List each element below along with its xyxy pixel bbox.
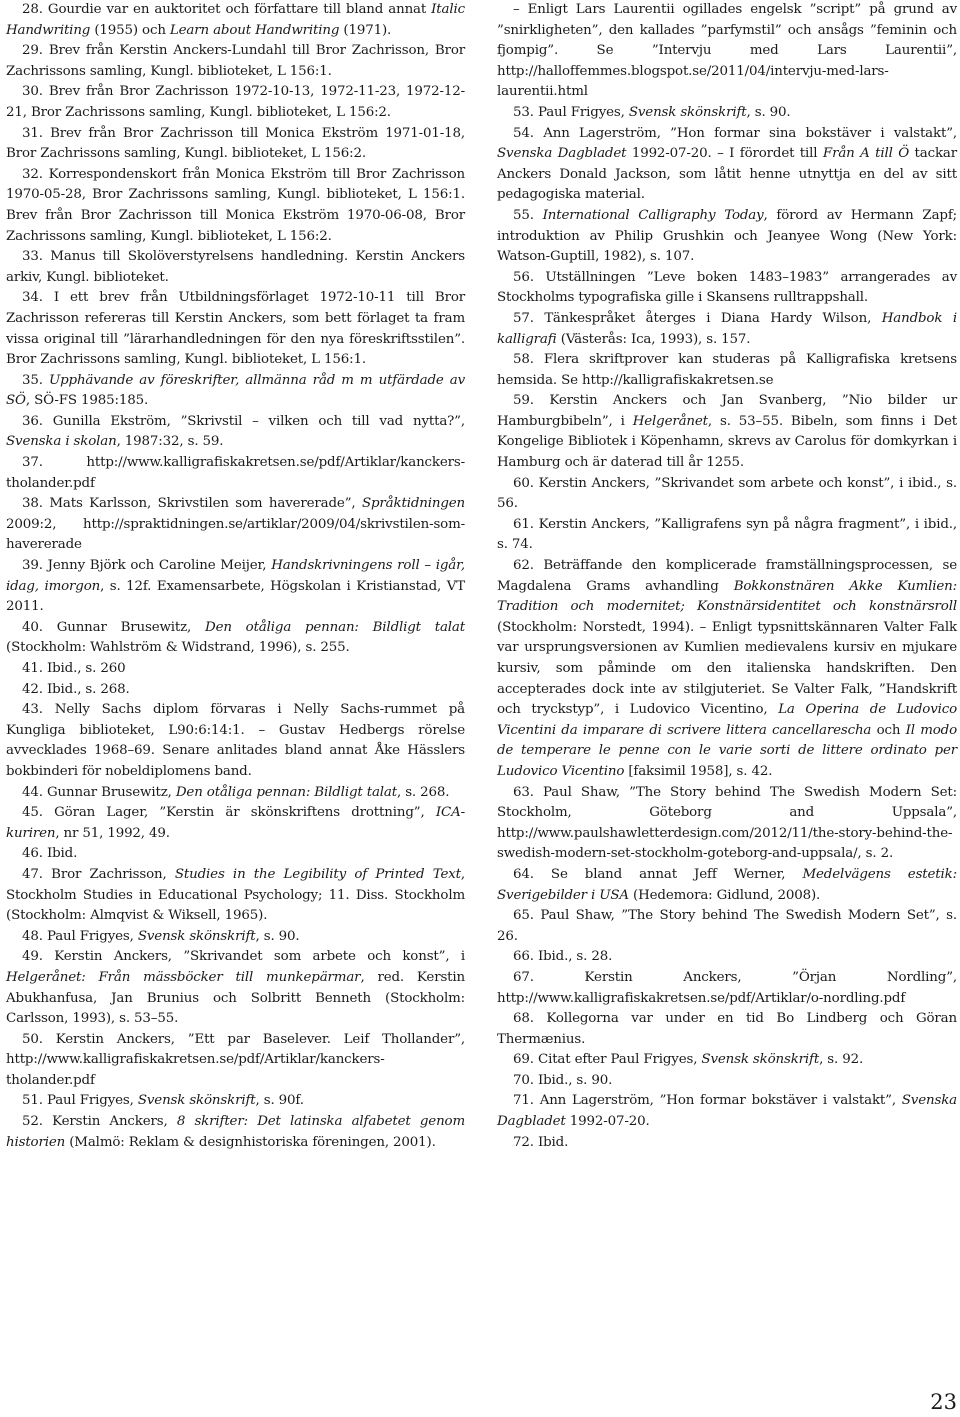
footnote-text: Se bland annat Jeff Werner, Medelvägens estetik: Sverigebilder i USA (Hedemora: Gidlund, 2008). (497, 866, 957, 903)
footnote-number: 62. (513, 558, 534, 574)
footnote (6, 783, 465, 804)
footnote-text: Brev från Kerstin Anckers-Lundahl till Bror Zachrisson, Bror Zachrissons samling, Kungl. biblioteket, L 156:1. (6, 43, 465, 79)
footnote-text: Ann Lagerström, ”Hon formar bokstäver i valstakt”, Svenska Dagbladet 1992-07-20. (497, 1093, 957, 1130)
footnote-number: 54. (513, 125, 534, 141)
footnote-text: Gourdie var en auktoritet och författare till bland annat Italic Handwriting (1955) och Learn about Handwriting (1971). (6, 2, 465, 38)
footnote (497, 1071, 957, 1092)
footnote-text: Kerstin Anckers, ”Skrivandet som arbete och konst”, i ibid., s. 56. (497, 475, 957, 512)
footnote-text: – Enligt Lars Laurentii ogillades engelsk ”script” på grund av ”snirkligheten”, den kallades ”parfymstil” och ansågs ”feminin och fjompig”. Se ”Intervju med Lars Laurentii”, http://halloffemmes.blogspot.se/2011/04/intervju-med-lars-laurentii.html (497, 2, 957, 100)
footnote (6, 165, 465, 247)
footnote (6, 124, 465, 165)
footnote (6, 947, 465, 1029)
footnote-text: Citat efter Paul Frigyes, Svensk skönskrift, s. 92. (537, 1052, 864, 1068)
footnote-number: 36. (22, 413, 43, 429)
footnote (6, 288, 465, 370)
footnote-number: 28. (22, 2, 43, 17)
footnote-text: Kerstin Anckers och Jan Svanberg, ”Nio bilder ur Hamburgbibeln”, i Helgerånet, s. 53–55. Bibeln, som finns i Det Kongelige Bibliotek i Köpenhamn, skrevs av Carolus för domkyrkan i Hamburg och är daterad till år 1255. (497, 393, 958, 471)
footnote-number: 31. (22, 125, 43, 141)
footnote (497, 556, 957, 783)
footnote-text: Ibid., s. 90. (537, 1072, 613, 1088)
footnote-text: Korrespondenskort från Monica Ekström till Bror Zachrisson 1970-05-28, Bror Zachrissons samling, Kungl. biblioteket, L 156:1. Brev från Bror Zachrisson till Monica Ekström 1970-06-08, Bror Zachrissons samling, Kungl. biblioteket, L 156:2. (6, 166, 465, 244)
footnote-text: Brev från Bror Zachrisson 1972-10-13, 1972-11-23, 1972-12-21, Bror Zachrissons samling, Kungl. biblioteket, L 156:2. (6, 84, 466, 120)
footnote-number: 52. (22, 1114, 43, 1130)
footnote-text: Upphävande av föreskrifter, allmänna råd m m utfärdade av SÖ, SÖ-FS 1985:185. (6, 372, 466, 409)
footnote-text: Utställningen ”Leve boken 1483–1983” arrangerades av Stockholms typografiska gille i Skansens rulltrappshall. (497, 269, 957, 306)
footnote-text: Kerstin Anckers, 8 skrifter: Det latinska alfabetet genom historien (Malmö: Reklam & designhistoriska föreningen, 2001). (6, 1114, 465, 1150)
footnote-number: 63. (513, 784, 534, 800)
footnote-number: 55. (513, 207, 534, 223)
footnote-number: 38. (22, 496, 43, 512)
footnote-number: 41. (22, 661, 43, 676)
footnote (6, 0, 465, 41)
footnote-number: 44. (22, 784, 43, 800)
footnote-text: Kerstin Anckers, ”Skrivandet som arbete och konst”, i Helgerånet: Från mässböcker till munkepärmar, red. Kerstin Abukhanfusa, Jan Brunius och Solbritt Benneth (Stockholm: Carlsson, 1993), s. 53–55. (6, 949, 466, 1027)
footnotes-right-column (497, 0, 957, 1153)
footnote-number: 59. (513, 393, 534, 409)
footnote-text: Paul Frigyes, Svensk skönskrift, s. 90f. (46, 1093, 304, 1109)
footnote-number: 48. (22, 928, 43, 944)
footnote (6, 556, 465, 618)
footnote (497, 268, 957, 309)
footnote (497, 1091, 957, 1132)
footnote-number: 64. (513, 866, 534, 882)
footnote-text: Nelly Sachs diplom förvaras i Nelly Sachs-rummet på Kungliga biblioteket, L90:6:14:1. – Gustav Hedbergs rörelse avvecklades 1968–69. Senare anlitades bland annat Åke Hässlers bokbinderi för nobeldiplomens band. (6, 702, 465, 779)
footnote (6, 247, 465, 288)
footnote-number: 39. (22, 558, 43, 574)
footnote (6, 865, 465, 927)
footnote-number: 53. (513, 104, 534, 120)
footnote-text: Gunnar Brusewitz, Den otåliga pennan: Bildligt talat, s. 268. (46, 784, 450, 800)
footnote-text: International Calligraphy Today, förord av Hermann Zapf; introduktion av Philip Grushkin och Jeanyee Wong (New York: Watson-Guptill, 1982), s. 107. (497, 207, 958, 265)
footnote-text: Jenny Björk och Caroline Meijer, Handskrivningens roll – igår, idag, imorgon, s. 12f. Examensarbete, Högskolan i Kristianstad, VT 2011. (6, 558, 465, 615)
footnote-text: Kerstin Anckers, ”Ett par Baselever. Leif Thollander”, http://www.kalligrafiskakretsen.se/pdf/Artiklar/kanckers-tholander.pdf (6, 1031, 466, 1088)
footnote-number: 50. (22, 1031, 43, 1047)
footnote-number: 29. (22, 43, 43, 59)
footnote-text: Mats Karlsson, Skrivstilen som havererade”, Språktidningen 2009:2, http://spraktidningen.se/artiklar/2009/04/skrivstilen-som-havererade (6, 496, 465, 553)
footnote (497, 103, 957, 124)
footnote-number: 68. (513, 1011, 534, 1027)
footnote (6, 82, 465, 123)
footnote-number: 58. (513, 352, 534, 368)
footnote-number: 66. (513, 949, 534, 965)
footnote (6, 1091, 465, 1112)
footnote-number: 32. (22, 166, 43, 182)
footnote-text: Gunnar Brusewitz, Den otåliga pennan: Bildligt talat (Stockholm: Wahlström & Widstrand, 1996), s. 255. (6, 619, 465, 656)
footnote (6, 927, 465, 948)
footnote-number: 45. (22, 805, 43, 821)
footnote-number: 69. (513, 1052, 534, 1068)
footnote (497, 906, 957, 947)
footnote-number: 51. (22, 1093, 43, 1109)
footnote-text: Beträffande den komplicerade framställningsprocessen, se Magdalena Grams avhandling Bokkonstnären Akke Kumlien: Tradition och modernitet; Konstnärsidentitet och konstnärsroll (Stockholm: Norstedt, 1994). – Enligt typsnittskännaren Valter Falk var ursprungsversionen av Kumlien medievalens kursiv en mjukare kursiv, som påminde om den italienska handskriften. Den accepterades dock inte av stilgjuteriet. Se Valter Falk, ”Handskrift och tryckstyp”, i Ludovico Vicentino, La Operina de Ludovico Vicentini da imparare di scrivere littera cancellarescha och Il modo de temperare le penne con le varie sorti de littere ordinato per Ludovico Vicentino [faksimil 1958], s. 42. (497, 558, 958, 779)
footnote (497, 1009, 957, 1050)
footnote (6, 1030, 465, 1092)
footnote-number: 67. (513, 969, 534, 985)
footnote-number: 42. (22, 681, 43, 697)
footnote-number: 60. (513, 475, 534, 491)
footnote (6, 494, 465, 556)
footnote (6, 41, 465, 82)
footnote-text: Paul Shaw, ”The Story behind The Swedish Modern Set”, s. 26. (497, 908, 957, 944)
footnote-text: Ibid., s. 260 (46, 661, 126, 676)
footnote-text: Paul Frigyes, Svensk skönskrift, s. 90. (537, 104, 791, 120)
footnote (6, 700, 465, 782)
footnote (497, 515, 957, 556)
footnote (497, 206, 957, 268)
footnote (6, 412, 465, 453)
footnote (497, 865, 957, 906)
footnote-text: Ibid., s. 268. (46, 681, 130, 697)
footnote-text: Göran Lager, ”Kerstin är skönskriftens drottning”, ICA-kuriren, nr 51, 1992, 49. (6, 805, 465, 841)
footnote-text: Ibid. (537, 1134, 569, 1150)
footnote-text: Kerstin Anckers, ”Kalligrafens syn på några fragment”, i ibid., s. 74. (497, 516, 958, 553)
footnote-number: 34. (22, 290, 43, 306)
footnotes-left-column (6, 0, 465, 1153)
footnote-number: 35. (22, 372, 43, 388)
footnote-number: 49. (22, 949, 43, 965)
footnote-text: http://www.kalligrafiskakretsen.se/pdf/Artiklar/kanckers-tholander.pdf (6, 455, 465, 491)
footnote-number: 61. (513, 516, 534, 532)
footnote (6, 371, 465, 412)
footnote-number: 33. (22, 249, 43, 265)
footnote-number: 47. (22, 866, 43, 882)
footnote-number: 43. (22, 702, 43, 718)
footnote-text: Ibid. (46, 846, 78, 862)
footnote-number: 46. (22, 846, 43, 862)
footnote (497, 1133, 957, 1154)
footnote-text: Ibid., s. 28. (537, 949, 613, 965)
footnote-number: 65. (513, 908, 534, 924)
footnote-number: 40. (22, 619, 43, 635)
footnote (497, 474, 957, 515)
footnote-text: Ann Lagerström, ”Hon formar sina bokstäver i valstakt”, Svenska Dagbladet 1992-07-20. – I förordet till Från A till Ö tackar Anckers Donald Jackson, som låtit henne utnyttja en del av sitt pedagogiska material. (497, 125, 958, 203)
footnote-number: 70. (513, 1072, 534, 1088)
footnote (6, 618, 465, 659)
footnote-text: Brev från Bror Zachrisson till Monica Ekström 1971-01-18, Bror Zachrissons samling, Kungl. biblioteket, L 156:2. (6, 125, 466, 162)
footnote-number: 72. (513, 1134, 534, 1150)
footnote-text: Paul Shaw, ”The Story behind The Swedish Modern Set: Stockholm, Göteborg and Uppsala”, http://www.paulshawletterdesign.com/2012/11/the-story-behind-the-swedish-modern-set-stockholm-goteborg-and-uppsala/, s. 2. (497, 784, 957, 862)
footnote-number: 37. (22, 455, 43, 471)
footnote-number: 56. (513, 269, 534, 285)
footnote-text: Tänkespråket återges i Diana Hardy Wilson, Handbok i kalligrafi (Västerås: Ica, 1993), s. 157. (497, 310, 957, 347)
footnote (6, 453, 465, 494)
footnote (6, 659, 465, 680)
footnote (497, 309, 957, 350)
footnote (6, 680, 465, 701)
footnote-text: Bror Zachrisson, Studies in the Legibility of Printed Text, Stockholm Studies in Educational Psychology; 11. Diss. Stockholm (Stockholm: Almqvist & Wiksell, 1965). (6, 866, 465, 924)
footnote-text: Flera skriftprover kan studeras på Kalligrafiska kretsens hemsida. Se http://kalligrafiskakretsen.se (497, 352, 958, 388)
footnote (497, 1050, 957, 1071)
footnote (6, 844, 465, 865)
footnote-text: Kerstin Anckers, ”Örjan Nordling”, http://www.kalligrafiskakretsen.se/pdf/Artiklar/o-nordling.pdf (497, 969, 958, 1006)
footnote-text: Gunilla Ekström, ”Skrivstil – vilken och till vad nytta?”, Svenska i skolan, 1987:32, s. 59. (6, 413, 465, 450)
footnote-text: Manus till Skolöverstyrelsens handledning. Kerstin Anckers arkiv, Kungl. biblioteket. (6, 249, 466, 285)
footnote (497, 350, 957, 391)
footnote-number: 30. (22, 84, 43, 100)
footnote (497, 947, 957, 968)
footnote (497, 391, 957, 473)
footnote-text: Kollegorna var under en tid Bo Lindberg och Göran Thermænius. (497, 1011, 957, 1047)
footnote-text: Paul Frigyes, Svensk skönskrift, s. 90. (46, 928, 300, 944)
footnote (497, 0, 957, 103)
footnote-number: 71. (513, 1093, 534, 1109)
footnote (6, 803, 465, 844)
footnote-number: 57. (513, 310, 534, 326)
footnote (6, 1112, 465, 1153)
footnote (497, 783, 957, 865)
footnote-text: I ett brev från Utbildningsförlaget 1972-10-11 till Bror Zachrisson refereras till Kerstin Anckers, som bett förlaget ta fram vissa original till ”lärarhandledningen för den nya föreskriftsstilen”. Bror Zachrissons samling, Kungl. biblioteket, L 156:1. (6, 290, 466, 368)
footnote (497, 124, 957, 206)
page-number: 23 (930, 1390, 957, 1414)
footnote (497, 968, 957, 1009)
